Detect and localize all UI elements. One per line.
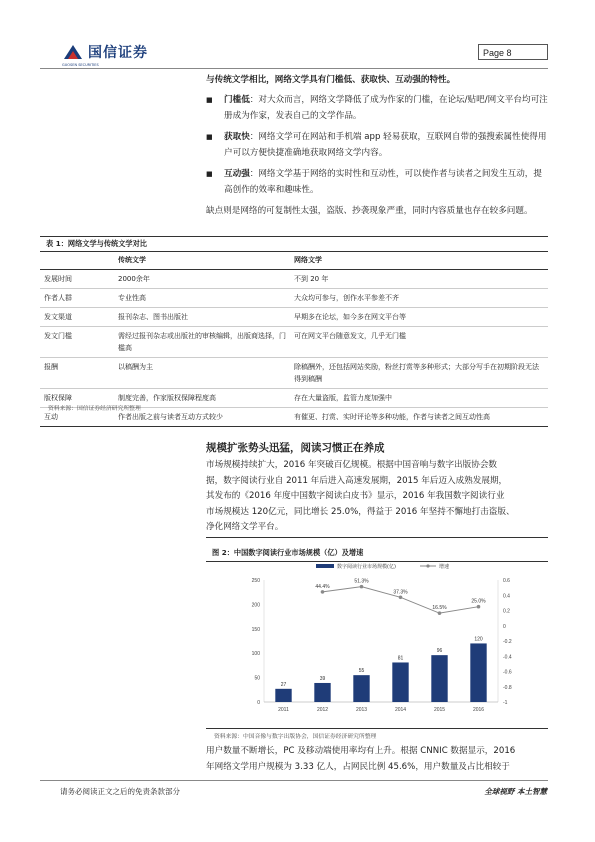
bar [275,689,291,702]
footer-disclaimer: 请务必阅读正文之后的免责条款部分 [60,787,180,796]
table-cell: 制度完善，作家版权保障程度高 [114,389,290,408]
table-cell: 不到 20 年 [290,270,548,289]
table-header-cell: 网络文学 [294,256,322,264]
table-source: 资料来源：国信证券经济研究所整理 [48,406,141,412]
table-cell: 发展时间 [40,270,114,289]
bullet-text: 获取快：网络文学可在网站和手机端 app 轻易获取，互联网自带的强搜索属性使得用户可以方便快捷准确地获取网络文学内容。 [224,132,547,158]
paragraph-line: 市场规模持续扩大，2016 年突破百亿规模。根据中国音响与数字出版协会数 [206,460,498,470]
y2-tick-label: -0.8 [503,684,512,691]
y-tick-label: 200 [251,602,260,609]
paragraph-line: 年网络文学用户规模为 3.33 亿人，占网民比例 45.6%，用户数量及占比相较于 [206,761,510,772]
bullet-icon: ■ [206,133,213,141]
legend-line-marker [426,564,429,567]
paragraph-line: 净化网络文学平台。 [206,522,284,532]
intro-lead: 与传统文学相比，网络文学具有门槛低、获取快、互动强的特性。 [206,75,456,85]
footer-slogan: 全球视野 本土智慧 [484,787,547,796]
market-size-chart [206,552,548,728]
comparison-table-caption-box [40,236,548,252]
bar-value-label: 120 [474,636,483,643]
growth-point [399,596,403,600]
brand-name: 国信证券 [88,45,148,61]
bar [353,675,369,702]
figure-bottom-rule [206,728,548,729]
table-cell: 作者人群 [40,289,114,308]
table-cell: 需经过报刊杂志或出版社的审核编辑，出版商选择，门槛高 [114,327,290,358]
bar-value-label: 39 [319,675,326,682]
table-caption: 表 1：网络文学与传统文学对比 [46,239,147,248]
table-cell: 早期多在论坛，如今多在网文平台等 [290,308,548,327]
figure-source: 资料来源：中国音像与数字出版协会，国信证券经济研究所整理 [214,734,377,740]
growth-point [360,585,364,589]
table-row [40,327,548,358]
paragraph-line: 市场规模达 120亿元，同比增长 25.0%，得益于 2016 年坚持不懈地打击盗版、 [206,506,515,517]
x-tick-label: 2013 [355,707,368,713]
table-row [40,308,548,327]
footer-rule [40,780,548,781]
closing-paragraph [206,744,550,775]
x-tick-label: 2014 [394,707,407,713]
table-cell: 报酬 [40,358,114,389]
table-row [40,358,548,389]
table-header-row [40,251,548,270]
table-header-cell [40,251,114,270]
bullet-item [206,129,548,161]
bullet-item [206,166,548,198]
y-tick-label: 150 [251,626,260,633]
table-cell: 以稿酬为主 [114,358,290,389]
y2-tick-label: -1 [503,700,508,706]
brand-sub: GUOSEN SECURITIES [62,63,99,67]
growth-value-label: 44.4% [315,583,330,590]
table-cell: 发文渠道 [40,308,114,327]
growth-value-label: 51.3% [354,578,369,585]
section-title: 规模扩张势头迅猛，阅读习惯正在养成 [206,442,385,454]
intro-drawback: 缺点则是网络的可复制性太强，盗版、抄袭现象严重，同时内容质量也存在较多问题。 [206,206,533,216]
table-cell: 互动 [44,413,58,421]
growth-value-label: 37.3% [393,589,408,596]
growth-value-label: 16.5% [432,605,447,612]
bar-value-label: 96 [436,648,443,655]
table-cell: 报刊杂志、图书出版社 [114,308,290,327]
table-cell: 发文门槛 [40,327,114,358]
y2-tick-label: -0.4 [503,654,512,661]
y2-tick-label: 0.2 [503,608,510,615]
table-row [40,289,548,308]
table-cell: 作者出版之前与读者互动方式较少 [118,413,223,421]
intro-bullets [206,92,548,219]
bullet-item [206,92,548,124]
table-cell: 大众均可参与，创作水平参差不齐 [290,289,548,308]
y-tick-label: 0 [257,700,260,706]
y2-tick-label: -0.2 [503,639,512,645]
y-tick-label: 50 [254,675,260,682]
header-rule [40,68,548,69]
page-number: Page 8 [478,44,548,60]
bullet-icon: ■ [206,170,213,178]
y2-tick-label: -0.6 [503,669,512,676]
bar-value-label: 55 [358,668,365,675]
y-tick-label: 100 [251,651,260,658]
x-tick-label: 2015 [433,707,446,713]
table-cell: 专业性高 [114,289,290,308]
section-paragraph [206,458,550,536]
bar-value-label: 81 [397,655,404,662]
brand-logo [62,40,172,64]
y2-tick-label: 0.4 [503,593,510,600]
bar-value-label: 27 [280,681,287,688]
bullet-text: 互动强：网络文学基于网络的实时性和互动性，可以使作者与读者之间发生互动，提高创作的效率和趣味性。 [224,169,542,195]
bar [431,655,447,702]
legend-bar-label: 数字阅读行业市场规模(亿) [337,564,396,570]
bar [470,643,486,702]
table-cell: 除稿酬外，还包括网站奖励，粉丝打赏等多种形式；大部分写手在初期阶段无法得到稿酬 [290,358,548,389]
y-tick-label: 250 [251,578,260,584]
y2-tick-label: 0 [503,623,506,630]
legend-bar-swatch [316,564,334,568]
paragraph-line: 据，数字阅读行业自 2011 年后进入高速发展期，2015 年后迈入成熟发展期， [206,475,508,486]
x-tick-label: 2012 [316,707,329,713]
table-cell: 有催更、打赏、实时评论等多种功能，作者与读者之间互动性高 [294,413,490,421]
logo-icon [62,43,84,61]
table-cell: 可在网文平台随意发文，几乎无门槛 [290,327,548,358]
growth-point [438,611,442,615]
paragraph-line: 用户数量不断增长，PC 及移动端使用率均有上升。根据 CNNIC 数据显示，2016 [206,746,516,756]
legend-line-label: 增速 [439,564,450,570]
growth-value-label: 25.0% [471,598,486,605]
table-cell: 版权保障 [40,389,114,408]
y2-tick-label: 0.6 [503,578,510,584]
table-cell: 存在大量盗版，监管力度加强中 [290,389,548,408]
bullet-text: 门槛低：对大众而言，网络文学降低了成为作家的门槛，在论坛/贴吧/网文平台均可注册成为作家，发表自己的文学作品。 [224,95,548,121]
growth-point [477,605,481,609]
bar [392,662,408,702]
x-tick-label: 2016 [472,707,485,713]
comparison-table [40,251,548,427]
growth-point [321,590,325,594]
bullet-icon: ■ [206,96,213,104]
x-tick-label: 2011 [278,707,289,713]
table-row [40,270,548,289]
paragraph-line: 其发布的《2016 年度中国数字阅读白皮书》显示，2016 年我国数字阅读行业 [206,491,505,501]
figure-caption: 图 2：中国数字阅读行业市场规模（亿）及增速 [212,548,364,557]
table-header-cell: 传统文学 [118,256,146,264]
bar [314,683,330,702]
table-cell: 2000余年 [114,270,290,289]
